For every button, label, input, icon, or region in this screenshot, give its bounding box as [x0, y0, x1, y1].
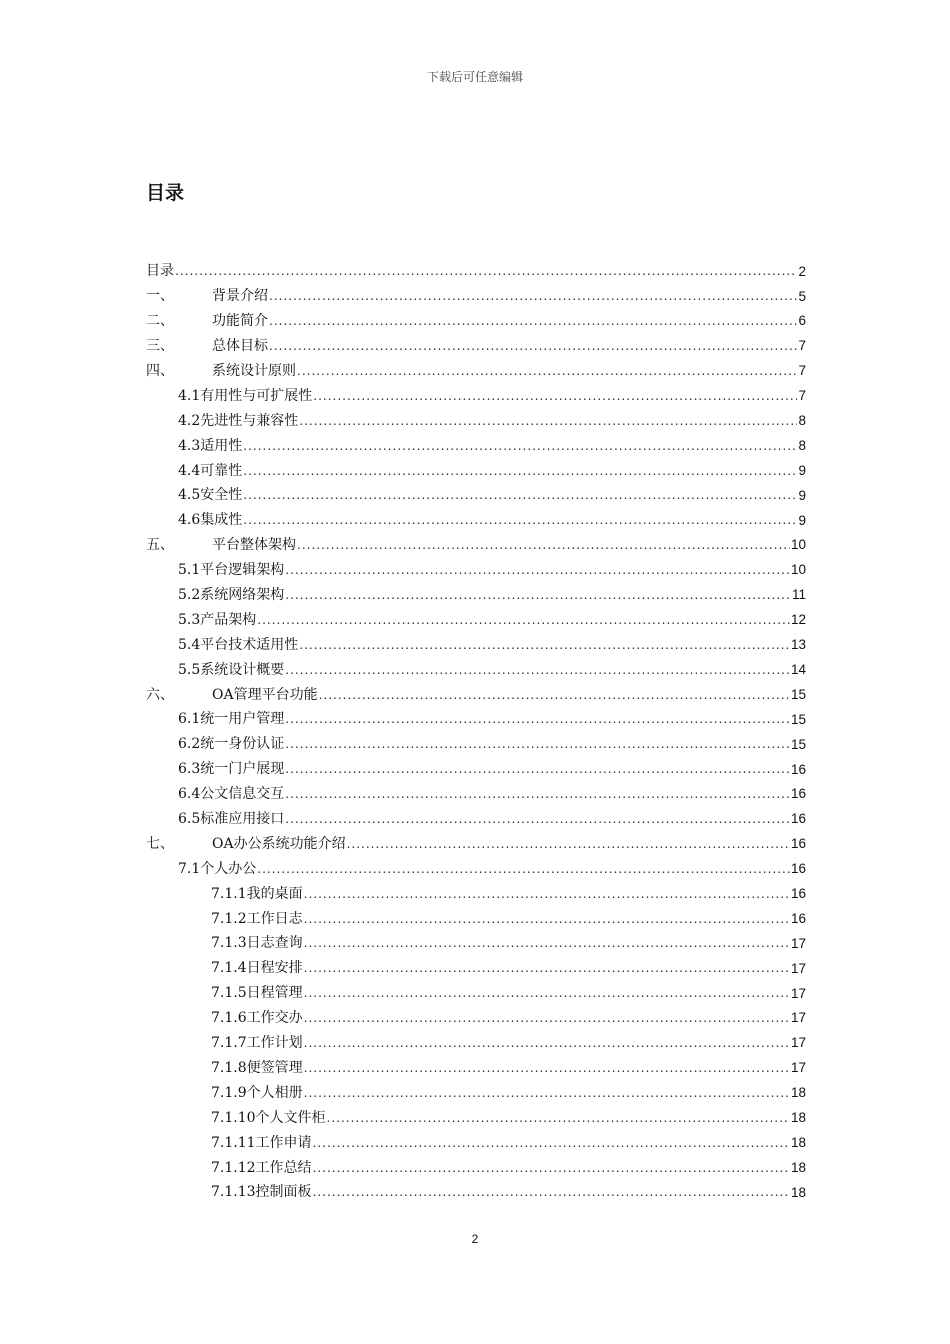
toc-entry[interactable] [146, 1105, 806, 1130]
toc-entry-text [146, 538, 296, 552]
toc-entry[interactable] [146, 881, 806, 906]
toc-entry-label: 5.3产品架构 [178, 611, 257, 628]
dot-leader [285, 589, 791, 601]
toc-entry-text [146, 364, 296, 378]
toc-entry-page: 17 [790, 1035, 806, 1051]
toc-entry-text [178, 862, 256, 876]
toc-entry-text [178, 588, 284, 602]
toc-entry-number: 五、 [146, 537, 174, 554]
toc-entry[interactable] [146, 856, 806, 881]
page-title: 目录 [146, 182, 185, 204]
toc-entry-text [211, 1111, 326, 1125]
toc-entry-page: 7 [798, 338, 806, 354]
toc-entry-label: 4.5安全性 [178, 487, 243, 504]
toc-entry-number: 二、 [146, 313, 174, 330]
toc-entry-label: 7.1.11工作申请 [211, 1134, 312, 1151]
toc-entry-text [211, 961, 303, 975]
toc-entry-page: 18 [790, 1134, 806, 1150]
toc-entry-page: 17 [790, 1010, 806, 1026]
toc-entry-page: 18 [790, 1159, 806, 1175]
toc-entry[interactable] [146, 533, 806, 558]
toc-entry-label: 7.1.9个人相册 [211, 1084, 303, 1101]
toc-entry-text [211, 1136, 312, 1150]
toc-entry-label: 目录 [146, 263, 174, 280]
toc-entry-label: 5.5系统设计概要 [178, 661, 285, 678]
dot-leader [257, 614, 790, 626]
toc-entry-page: 6 [798, 313, 806, 329]
page-number: 2 [471, 1232, 479, 1246]
table-of-contents [146, 259, 806, 1205]
toc-entry[interactable] [146, 956, 806, 981]
dot-leader [313, 1162, 790, 1174]
toc-entry-page: 8 [798, 413, 806, 429]
toc-entry-page: 2 [798, 263, 806, 279]
toc-entry[interactable] [146, 757, 806, 782]
dot-leader [304, 1037, 790, 1049]
toc-entry-label: 7.1.5日程管理 [211, 985, 303, 1002]
toc-entry-text [146, 339, 268, 353]
toc-entry-label: 6.2统一身份认证 [178, 736, 285, 753]
dot-leader [304, 1062, 790, 1074]
toc-entry-page: 17 [790, 960, 806, 976]
toc-entry-label: 4.3适用性 [178, 437, 243, 454]
toc-entry-page: 15 [790, 686, 806, 702]
toc-entry-text [178, 663, 284, 677]
toc-entry-text [178, 513, 242, 527]
dot-leader [285, 713, 790, 725]
toc-entry-label: 背景介绍 [212, 288, 268, 305]
toc-entry[interactable] [146, 383, 806, 408]
dot-leader [243, 465, 797, 477]
dot-leader [285, 738, 790, 750]
dot-leader [319, 689, 790, 701]
toc-entry-label: 7.1.2工作日志 [211, 910, 303, 927]
toc-entry-text [146, 264, 174, 278]
dot-leader [285, 763, 790, 775]
toc-entry-text [178, 389, 312, 403]
toc-entry-page: 16 [790, 861, 806, 877]
toc-entry-text [146, 314, 268, 328]
toc-entry[interactable] [146, 632, 806, 657]
toc-entry[interactable] [146, 906, 806, 931]
toc-entry[interactable] [146, 831, 806, 856]
dot-leader [269, 290, 797, 302]
toc-entry[interactable] [146, 259, 806, 284]
dot-leader [243, 440, 797, 452]
toc-entry-page: 5 [798, 288, 806, 304]
dot-leader [243, 489, 797, 501]
toc-entry-text [178, 488, 242, 502]
toc-entry-text [211, 912, 303, 926]
toc-entry[interactable] [146, 433, 806, 458]
toc-entry-text [211, 1086, 303, 1100]
toc-entry[interactable] [146, 607, 806, 632]
toc-entry[interactable] [146, 931, 806, 956]
toc-entry-text [211, 936, 303, 950]
toc-entry-label: 7.1.12工作总结 [211, 1159, 312, 1176]
dot-leader [304, 1012, 790, 1024]
toc-entry-page: 17 [790, 1060, 806, 1076]
toc-entry-page: 12 [790, 612, 806, 628]
toc-entry-label: 6.1统一用户管理 [178, 711, 285, 728]
toc-entry-page: 15 [790, 711, 806, 727]
toc-entry-text [146, 837, 346, 851]
toc-entry-page: 16 [790, 811, 806, 827]
toc-entry-page: 15 [790, 736, 806, 752]
toc-entry-label: OA办公系统功能介绍 [212, 835, 346, 852]
toc-entry[interactable] [146, 1056, 806, 1081]
toc-entry-label: 功能简介 [212, 313, 268, 330]
toc-entry-text [211, 887, 303, 901]
toc-entry-label: 总体目标 [212, 338, 268, 355]
dot-leader [269, 315, 797, 327]
toc-entry-text [178, 762, 284, 776]
toc-entry-page: 16 [790, 761, 806, 777]
toc-entry-label: 4.4可靠性 [178, 462, 243, 479]
toc-entry[interactable] [146, 284, 806, 309]
toc-entry-label: 7.1.8便签管理 [211, 1059, 303, 1076]
toc-entry-text [178, 787, 284, 801]
toc-entry-text [178, 414, 298, 428]
dot-leader [313, 390, 797, 402]
dot-leader [285, 813, 790, 825]
toc-entry-page: 18 [790, 1109, 806, 1125]
toc-entry-page: 9 [798, 512, 806, 528]
page-header: 下载后可任意编辑 [426, 70, 523, 84]
toc-entry-page: 16 [790, 910, 806, 926]
dot-leader [304, 987, 790, 999]
toc-entry-page: 14 [790, 661, 806, 677]
toc-entry-text [178, 812, 284, 826]
toc-entry-text [178, 563, 284, 577]
toc-entry-page: 17 [790, 935, 806, 951]
dot-leader [285, 564, 790, 576]
toc-entry[interactable] [146, 334, 806, 359]
toc-entry-label: 4.1有用性与可扩展性 [178, 387, 313, 404]
toc-entry[interactable] [146, 558, 806, 583]
toc-entry-label: 7.1.10个人文件柜 [211, 1109, 326, 1126]
toc-entry-text [178, 439, 242, 453]
toc-entry-label: 7.1.13控制面板 [211, 1184, 312, 1201]
toc-entry-page: 18 [790, 1184, 806, 1200]
toc-entry[interactable] [146, 981, 806, 1006]
dot-leader [327, 1112, 790, 1124]
dot-leader [313, 1186, 790, 1198]
toc-entry-label: 7.1.4日程安排 [211, 960, 303, 977]
toc-entry-page: 16 [790, 885, 806, 901]
toc-entry-text [146, 688, 318, 702]
toc-entry[interactable] [146, 309, 806, 334]
toc-entry-label: 6.3统一门户展现 [178, 761, 285, 778]
toc-entry[interactable] [146, 359, 806, 384]
toc-entry[interactable] [146, 483, 806, 508]
toc-entry-page: 10 [790, 562, 806, 578]
toc-entry-text [211, 1011, 303, 1025]
toc-entry-number: 六、 [146, 686, 174, 703]
toc-entry[interactable] [146, 732, 806, 757]
toc-entry[interactable] [146, 583, 806, 608]
toc-entry-page: 9 [798, 487, 806, 503]
dot-leader [175, 265, 797, 277]
toc-entry-number: 四、 [146, 363, 174, 379]
toc-entry-label: 7.1.3日志查询 [211, 935, 303, 952]
toc-entry-label: 6.5标准应用接口 [178, 811, 285, 828]
dot-leader [269, 340, 797, 352]
dot-leader [313, 1137, 790, 1149]
toc-entry-page: 7 [798, 388, 806, 404]
dot-leader [257, 863, 790, 875]
toc-entry-text [211, 986, 303, 1000]
toc-entry-label: 7.1.6工作交办 [211, 1010, 303, 1027]
toc-entry-text [211, 1161, 312, 1175]
toc-entry[interactable] [146, 1031, 806, 1056]
toc-entry[interactable] [146, 682, 806, 707]
toc-entry[interactable] [146, 807, 806, 832]
toc-entry-page: 13 [790, 637, 806, 653]
dot-leader [304, 962, 790, 974]
toc-entry-text [178, 712, 284, 726]
toc-entry[interactable] [146, 458, 806, 483]
toc-entry-text [211, 1185, 312, 1199]
dot-leader [304, 1087, 790, 1099]
dot-leader [299, 639, 790, 651]
toc-entry-page: 17 [790, 985, 806, 1001]
toc-entry-label: 4.6集成性 [178, 512, 243, 529]
toc-entry-label: 系统设计原则 [212, 363, 296, 379]
toc-entry-label: 5.4平台技术适用性 [178, 636, 299, 653]
toc-entry-text [211, 1036, 303, 1050]
dot-leader [299, 415, 797, 427]
toc-entry[interactable] [146, 657, 806, 682]
toc-entry[interactable] [146, 782, 806, 807]
dot-leader [304, 913, 790, 925]
toc-entry[interactable] [146, 1006, 806, 1031]
toc-entry-page: 16 [790, 836, 806, 852]
toc-entry-label: 6.4公文信息交互 [178, 786, 285, 803]
toc-entry-number: 一、 [146, 288, 174, 305]
toc-entry-number: 七、 [146, 835, 174, 852]
toc-entry-text [146, 289, 268, 303]
toc-entry-label: 4.2先进性与兼容性 [178, 412, 299, 429]
toc-entry-label: 7.1.1我的桌面 [211, 885, 303, 902]
dot-leader [297, 365, 797, 377]
dot-leader [347, 838, 790, 850]
toc-entry-number: 三、 [146, 338, 174, 355]
toc-entry-text [178, 464, 242, 478]
toc-entry[interactable] [146, 408, 806, 433]
toc-entry-page: 9 [798, 462, 806, 478]
toc-entry-label: 7.1个人办公 [178, 860, 257, 877]
toc-entry-text [178, 638, 298, 652]
toc-entry[interactable] [146, 1180, 806, 1205]
toc-entry-label: 平台整体架构 [212, 537, 296, 554]
toc-entry-page: 7 [798, 363, 806, 379]
toc-entry-text [211, 1061, 303, 1075]
dot-leader [304, 888, 790, 900]
toc-entry[interactable] [146, 707, 806, 732]
toc-entry-label: 5.1平台逻辑架构 [178, 562, 285, 579]
toc-entry-text [178, 737, 284, 751]
dot-leader [297, 539, 790, 551]
toc-entry-page: 16 [790, 786, 806, 802]
toc-entry[interactable] [146, 508, 806, 533]
toc-entry[interactable] [146, 1155, 806, 1180]
toc-entry-label: 7.1.7工作计划 [211, 1035, 303, 1052]
dot-leader [304, 937, 790, 949]
dot-leader [285, 664, 790, 676]
toc-entry[interactable] [146, 1080, 806, 1105]
toc-entry-label: 5.2系统网络架构 [178, 587, 285, 604]
toc-entry-label: OA管理平台功能 [212, 686, 318, 703]
dot-leader [243, 514, 797, 526]
toc-entry-page: 18 [790, 1085, 806, 1101]
toc-entry[interactable] [146, 1130, 806, 1155]
dot-leader [285, 788, 790, 800]
toc-entry-page: 11 [791, 587, 806, 603]
toc-entry-text [178, 613, 256, 627]
toc-entry-page: 10 [790, 537, 806, 553]
toc-entry-page: 8 [798, 437, 806, 453]
